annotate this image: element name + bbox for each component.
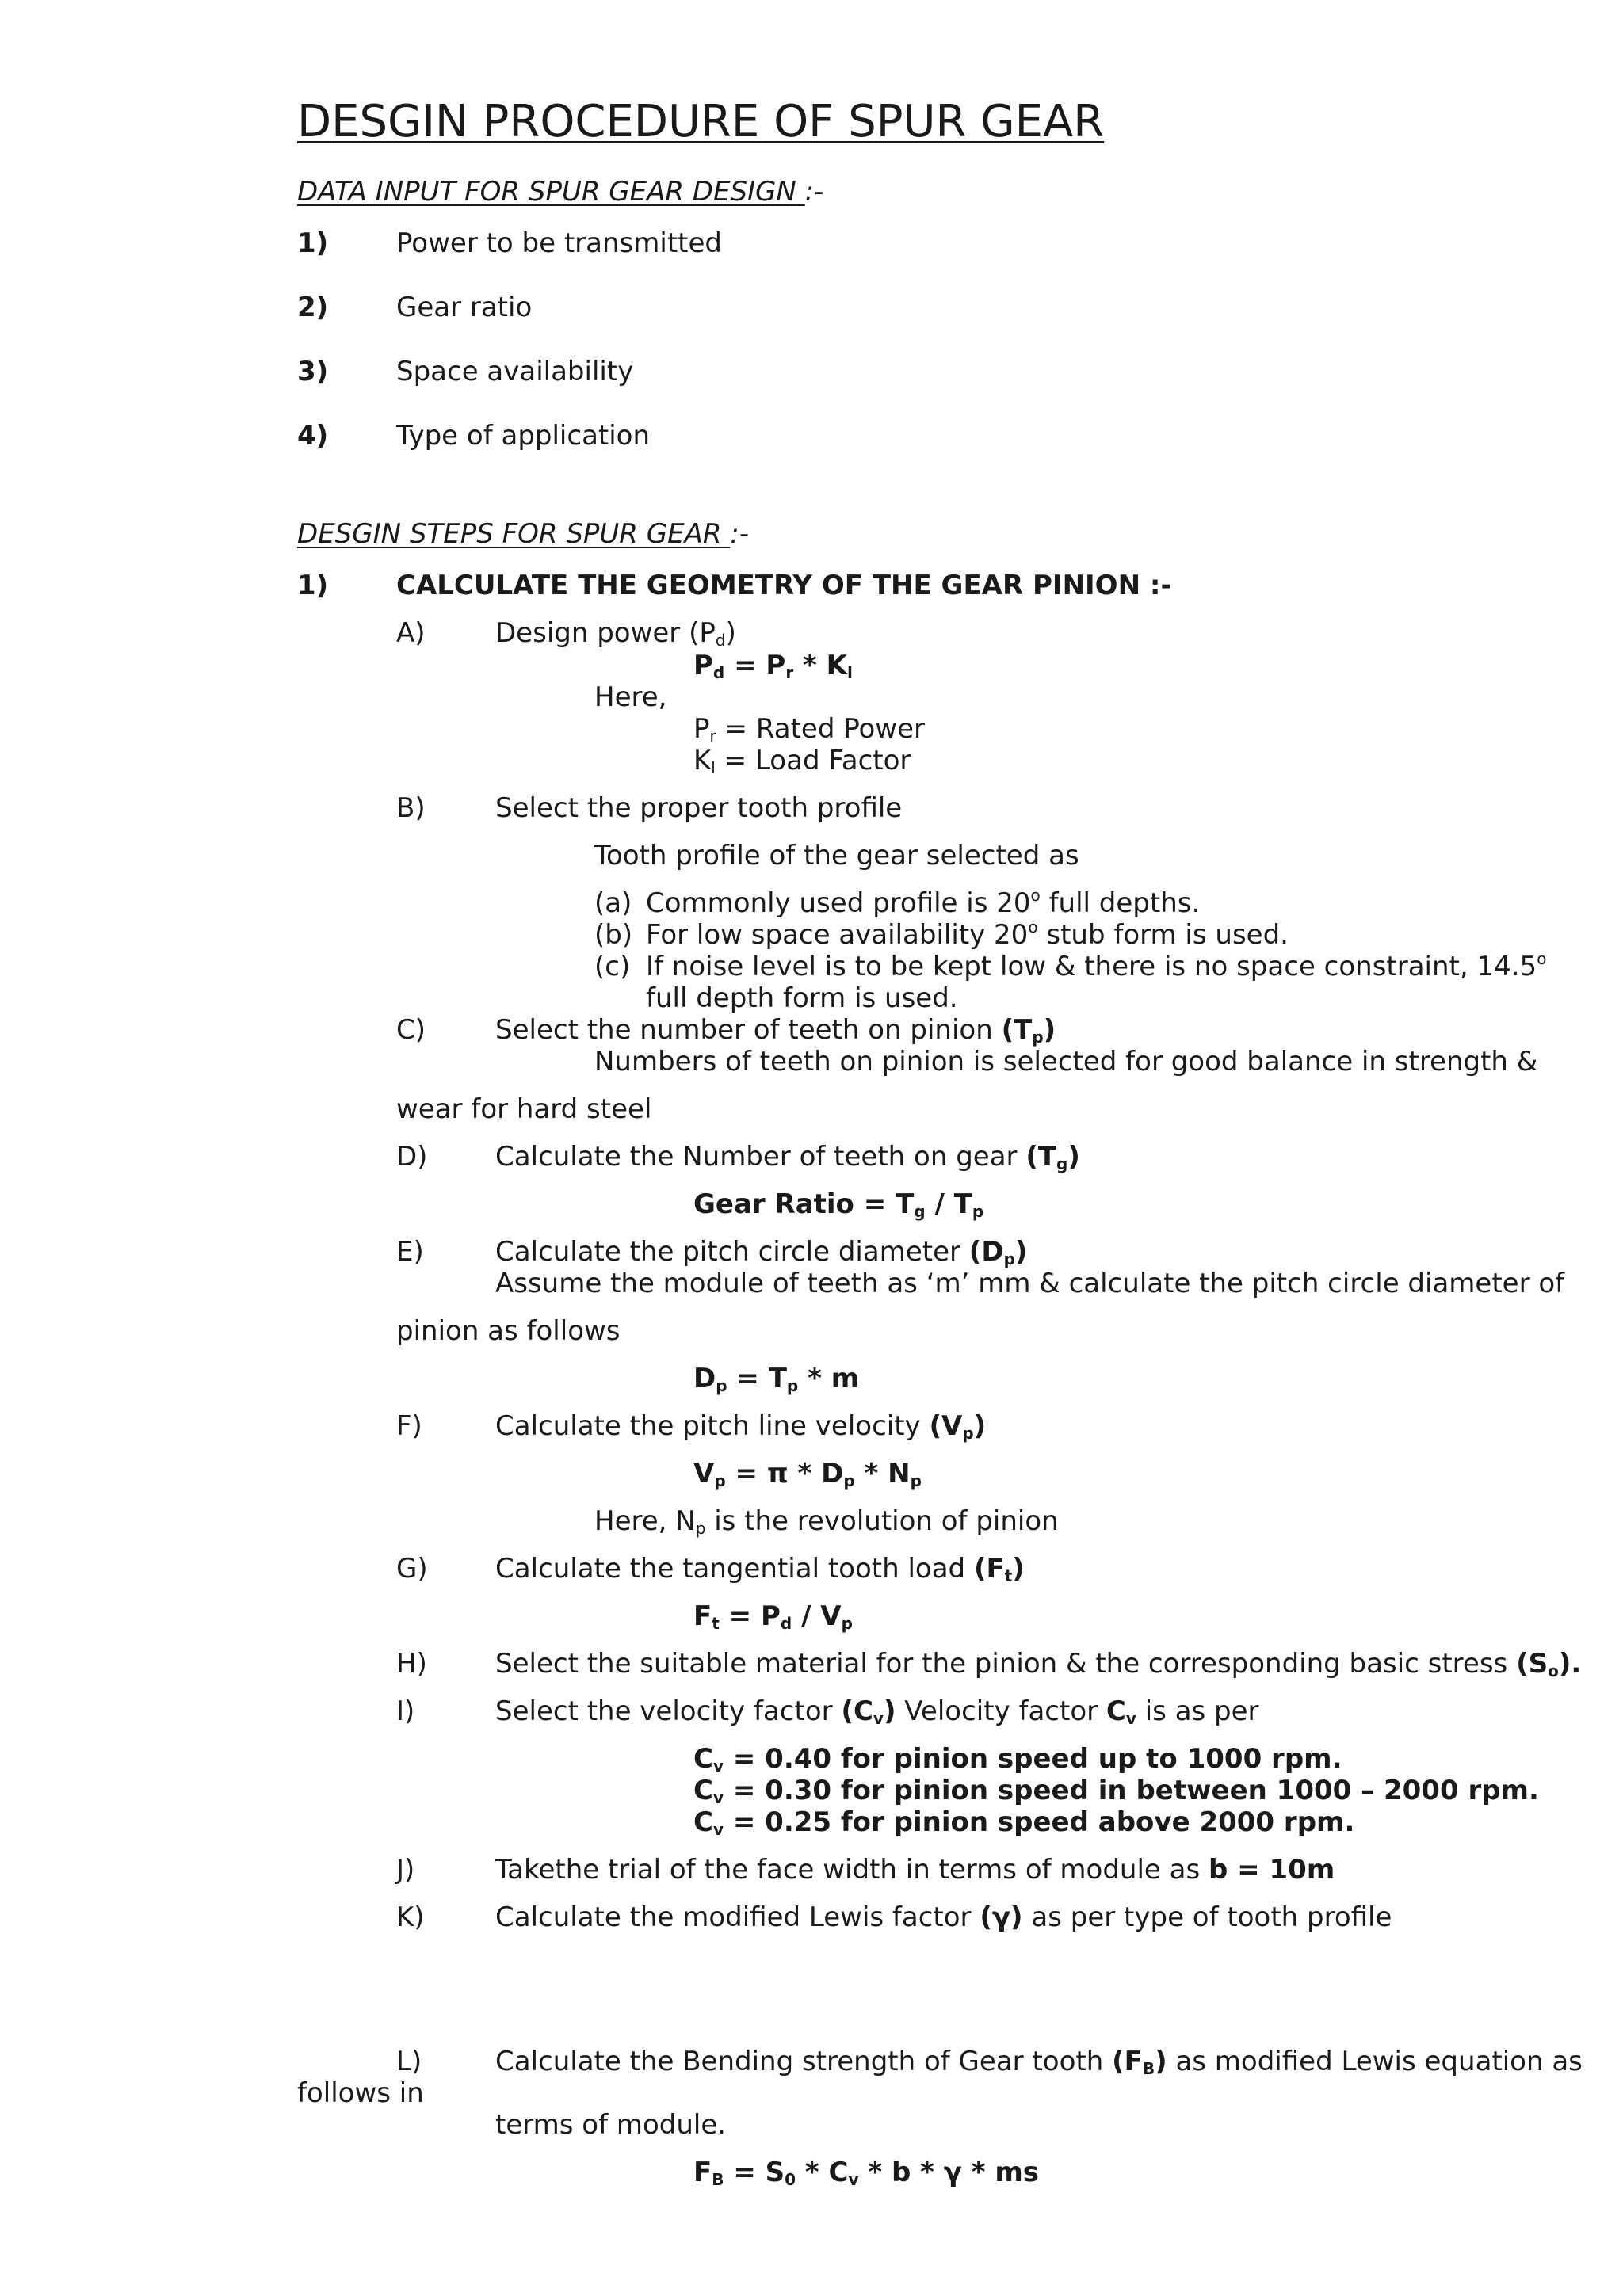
step-l-prefix: follows in — [297, 2077, 424, 2109]
data-input-num-4: 4) — [297, 420, 329, 452]
data-input-num-2: 2) — [297, 292, 329, 323]
step-f-note: Here, $N_p$ is the revolution of pinion — [594, 1505, 1059, 1538]
tangential-load-formula: $F_t = P_d / V_p$ — [693, 1600, 853, 1633]
step-c-line2: Numbers of teeth on pinion is selected for good balance in strength & — [594, 1046, 1538, 1077]
gear-ratio-formula: Gear Ratio = $T_g / T_p$ — [693, 1188, 984, 1221]
step-g-text: Calculate the tangential tooth load $(F_t)$ — [495, 1553, 1025, 1585]
step-e-line2: Assume the module of teeth as ‘m’ mm & calculate the pitch circle diameter of — [495, 1268, 1565, 1299]
step-h-text: Select the suitable material for the pinion & the corresponding basic stress $(S_o)$. — [495, 1648, 1582, 1680]
step-e-letter: E) — [396, 1236, 424, 1268]
step-l-letter: L) — [396, 2046, 422, 2077]
step-b-text: Select the proper tooth profile — [495, 792, 903, 824]
step-d-letter: D) — [396, 1141, 428, 1173]
step-h-letter: H) — [396, 1648, 427, 1680]
step-l-text: Calculate the Bending strength of Gear tooth $(F_B)$ as modified Lewis equation as — [495, 2046, 1583, 2078]
step-a-here: Here, — [594, 681, 667, 713]
step-g-letter: G) — [396, 1553, 428, 1585]
data-input-item-2: Gear ratio — [396, 292, 533, 323]
step-c-line3: wear for hard steel — [396, 1093, 652, 1125]
data-input-heading-suffix: :- — [804, 176, 824, 208]
velocity-factor-line-2: $C_v = 0.30$ for pinion speed in between 1000 – 2000 rpm. — [693, 1775, 1539, 1807]
profile-option-tag-b: (b) — [594, 919, 633, 951]
step-c-text: Select the number of teeth on pinion $(T_p)$ — [495, 1014, 1056, 1047]
profile-option-c-line2: full depth form is used. — [646, 982, 958, 1014]
rated-power-def: $P_r$ = Rated Power — [693, 713, 926, 746]
load-factor-def: $K_l$ = Load Factor — [693, 745, 911, 777]
step-e-line3: pinion as follows — [396, 1315, 621, 1347]
step-i-letter: I) — [396, 1695, 415, 1727]
pitch-diameter-formula: $D_p = T_p * m$ — [693, 1363, 860, 1395]
design-steps-heading-suffix: :- — [730, 518, 749, 550]
step-f-text: Calculate the pitch line velocity $(V_p)$ — [495, 1410, 987, 1443]
step-e-text: Calculate the pitch circle diameter $(D_p)$ — [495, 1236, 1028, 1268]
step-1-num: 1) — [297, 570, 329, 601]
data-input-num-3: 3) — [297, 356, 329, 387]
profile-option-tag-a: (a) — [594, 887, 632, 919]
data-input-heading-text: DATA INPUT FOR SPUR GEAR DESIGN — [297, 176, 805, 208]
design-power-formula: $P_d = P_r * K_l$ — [693, 650, 853, 682]
data-input-heading — [297, 176, 823, 208]
step-c-letter: C) — [396, 1014, 426, 1046]
data-input-item-3: Space availability — [396, 356, 634, 387]
data-input-item-1: Power to be transmitted — [396, 227, 722, 259]
velocity-factor-line-1: $C_v = 0.40$ for pinion speed up to 1000 rpm. — [693, 1743, 1342, 1775]
velocity-factor-line-3: $C_v = 0.25$ for pinion speed above 2000 rpm. — [693, 1806, 1355, 1839]
step-j-text: Takethe trial of the face width in terms of module as b = 10m — [495, 1854, 1335, 1886]
step-k-text: Calculate the modified Lewis factor (γ) as per type of tooth profile — [495, 1901, 1392, 1933]
step-a-letter: A) — [396, 617, 426, 649]
step-k-letter: K) — [396, 1901, 425, 1933]
design-steps-heading — [297, 518, 749, 550]
bending-strength-formula: $F_B = S_0 * C_v * b * \gamma$ * ms — [693, 2157, 1040, 2189]
data-input-item-4: Type of application — [396, 420, 651, 452]
profile-option-b: For low space availability 20$^o$ stub form is used. — [646, 917, 1289, 951]
pitch-velocity-formula: $V_p = \pi * D_p * N_p$ — [693, 1458, 922, 1490]
step-l-line2: terms of module. — [495, 2109, 727, 2141]
design-steps-heading-text: DESGIN STEPS FOR SPUR GEAR — [297, 518, 731, 550]
data-input-num-1: 1) — [297, 227, 329, 259]
step-i-text: Select the velocity factor $(C_v)$ Velocity factor $C_v$ is as per — [495, 1695, 1259, 1728]
step-j-letter: J) — [396, 1854, 415, 1886]
step-b-letter: B) — [396, 792, 426, 824]
tooth-profile-intro: Tooth profile of the gear selected as — [594, 840, 1079, 871]
step-f-letter: F) — [396, 1410, 422, 1442]
profile-option-c: If noise level is to be kept low & there is no space constraint, 14.5$^o$ — [646, 949, 1547, 982]
profile-option-tag-c: (c) — [594, 951, 631, 982]
page-title: DESGIN PROCEDURE OF SPUR GEAR — [297, 96, 1105, 147]
profile-option-a: Commonly used profile is 20$^o$ full depths. — [646, 886, 1201, 919]
step-d-text: Calculate the Number of teeth on gear $(T_g)$ — [495, 1141, 1080, 1173]
step-a-text: Design power $(P_d)$ — [495, 617, 736, 650]
step-1-title: CALCULATE THE GEOMETRY OF THE GEAR PINION :- — [396, 570, 1172, 601]
